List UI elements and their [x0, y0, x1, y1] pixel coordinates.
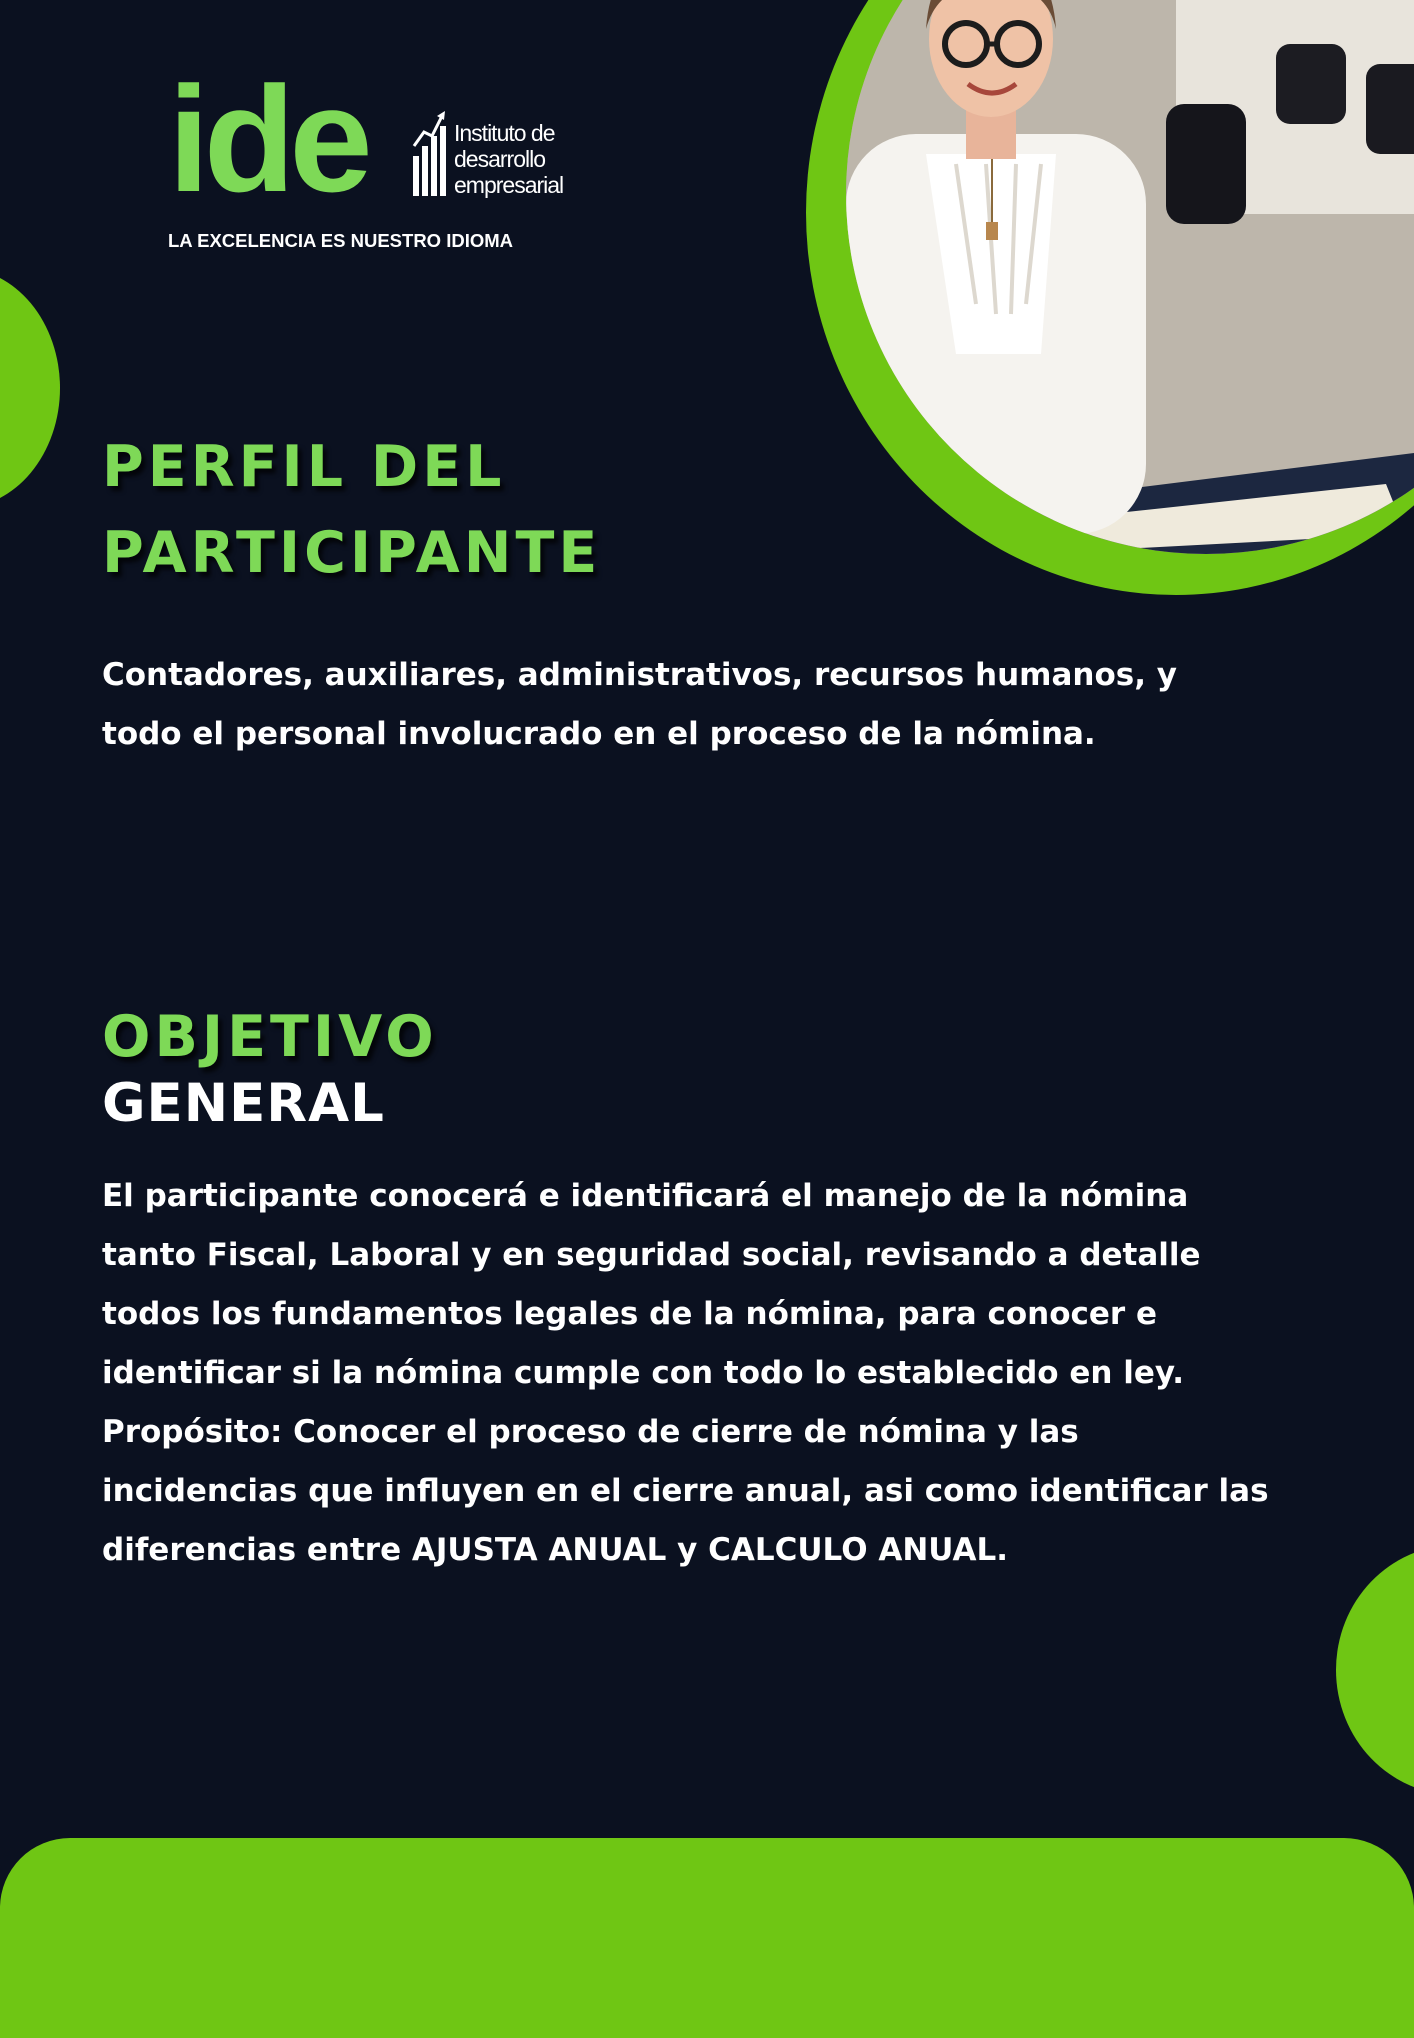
decorative-circle-left — [0, 268, 60, 508]
logo-tagline: LA EXCELENCIA ES NUESTRO IDIOMA — [168, 230, 514, 251]
chart-growth-icon — [412, 110, 446, 196]
objetivo-description-line: identificar si la nómina cumple con todo lo establecido en ley. — [102, 1355, 1185, 1391]
perfil-title — [102, 424, 802, 596]
perfil-title-line: PERFIL DEL — [102, 434, 506, 500]
decorative-circle-right — [1336, 1545, 1414, 1795]
logo-subtitle-line: desarrollo — [454, 146, 545, 172]
logo-subtitle — [454, 120, 563, 198]
perfil-description-line: Contadores, auxiliares, administrativos, recursos humanos, y — [102, 657, 1177, 693]
objetivo-description-line: El participante conocerá e identificará el manejo de la nómina — [102, 1178, 1189, 1214]
objetivo-description-line: Propósito: Conocer el proceso de cierre de nómina y las — [102, 1414, 1079, 1450]
objetivo-description-line: diferencias entre AJUSTA ANUAL y CALCULO ANUAL. — [102, 1532, 1009, 1568]
logo-subtitle-line: Instituto de — [454, 120, 555, 146]
logo-subtitle-line: empresarial — [454, 172, 564, 198]
perfil-title-line: PARTICIPANTE — [102, 520, 602, 586]
objetivo-description — [102, 1167, 1382, 1580]
perfil-description-line: todo el personal involucrado en el proceso de la nómina. — [102, 716, 1096, 752]
ide-logo — [168, 55, 588, 256]
objetivo-description-line: incidencias que influyen en el cierre anual, asi como identificar las — [102, 1473, 1269, 1509]
objetivo-subtitle: GENERAL — [102, 1073, 385, 1134]
perfil-description — [102, 646, 1382, 764]
logo-letters: ide — [168, 55, 367, 223]
objetivo-description-line: todos los fundamentos legales de la nómina, para conocer e — [102, 1296, 1158, 1332]
objetivo-description-line: tanto Fiscal, Laboral y en seguridad social, revisando a detalle — [102, 1237, 1201, 1273]
objetivo-title: OBJETIVO — [102, 1004, 438, 1070]
footer-band — [0, 1838, 1414, 2038]
